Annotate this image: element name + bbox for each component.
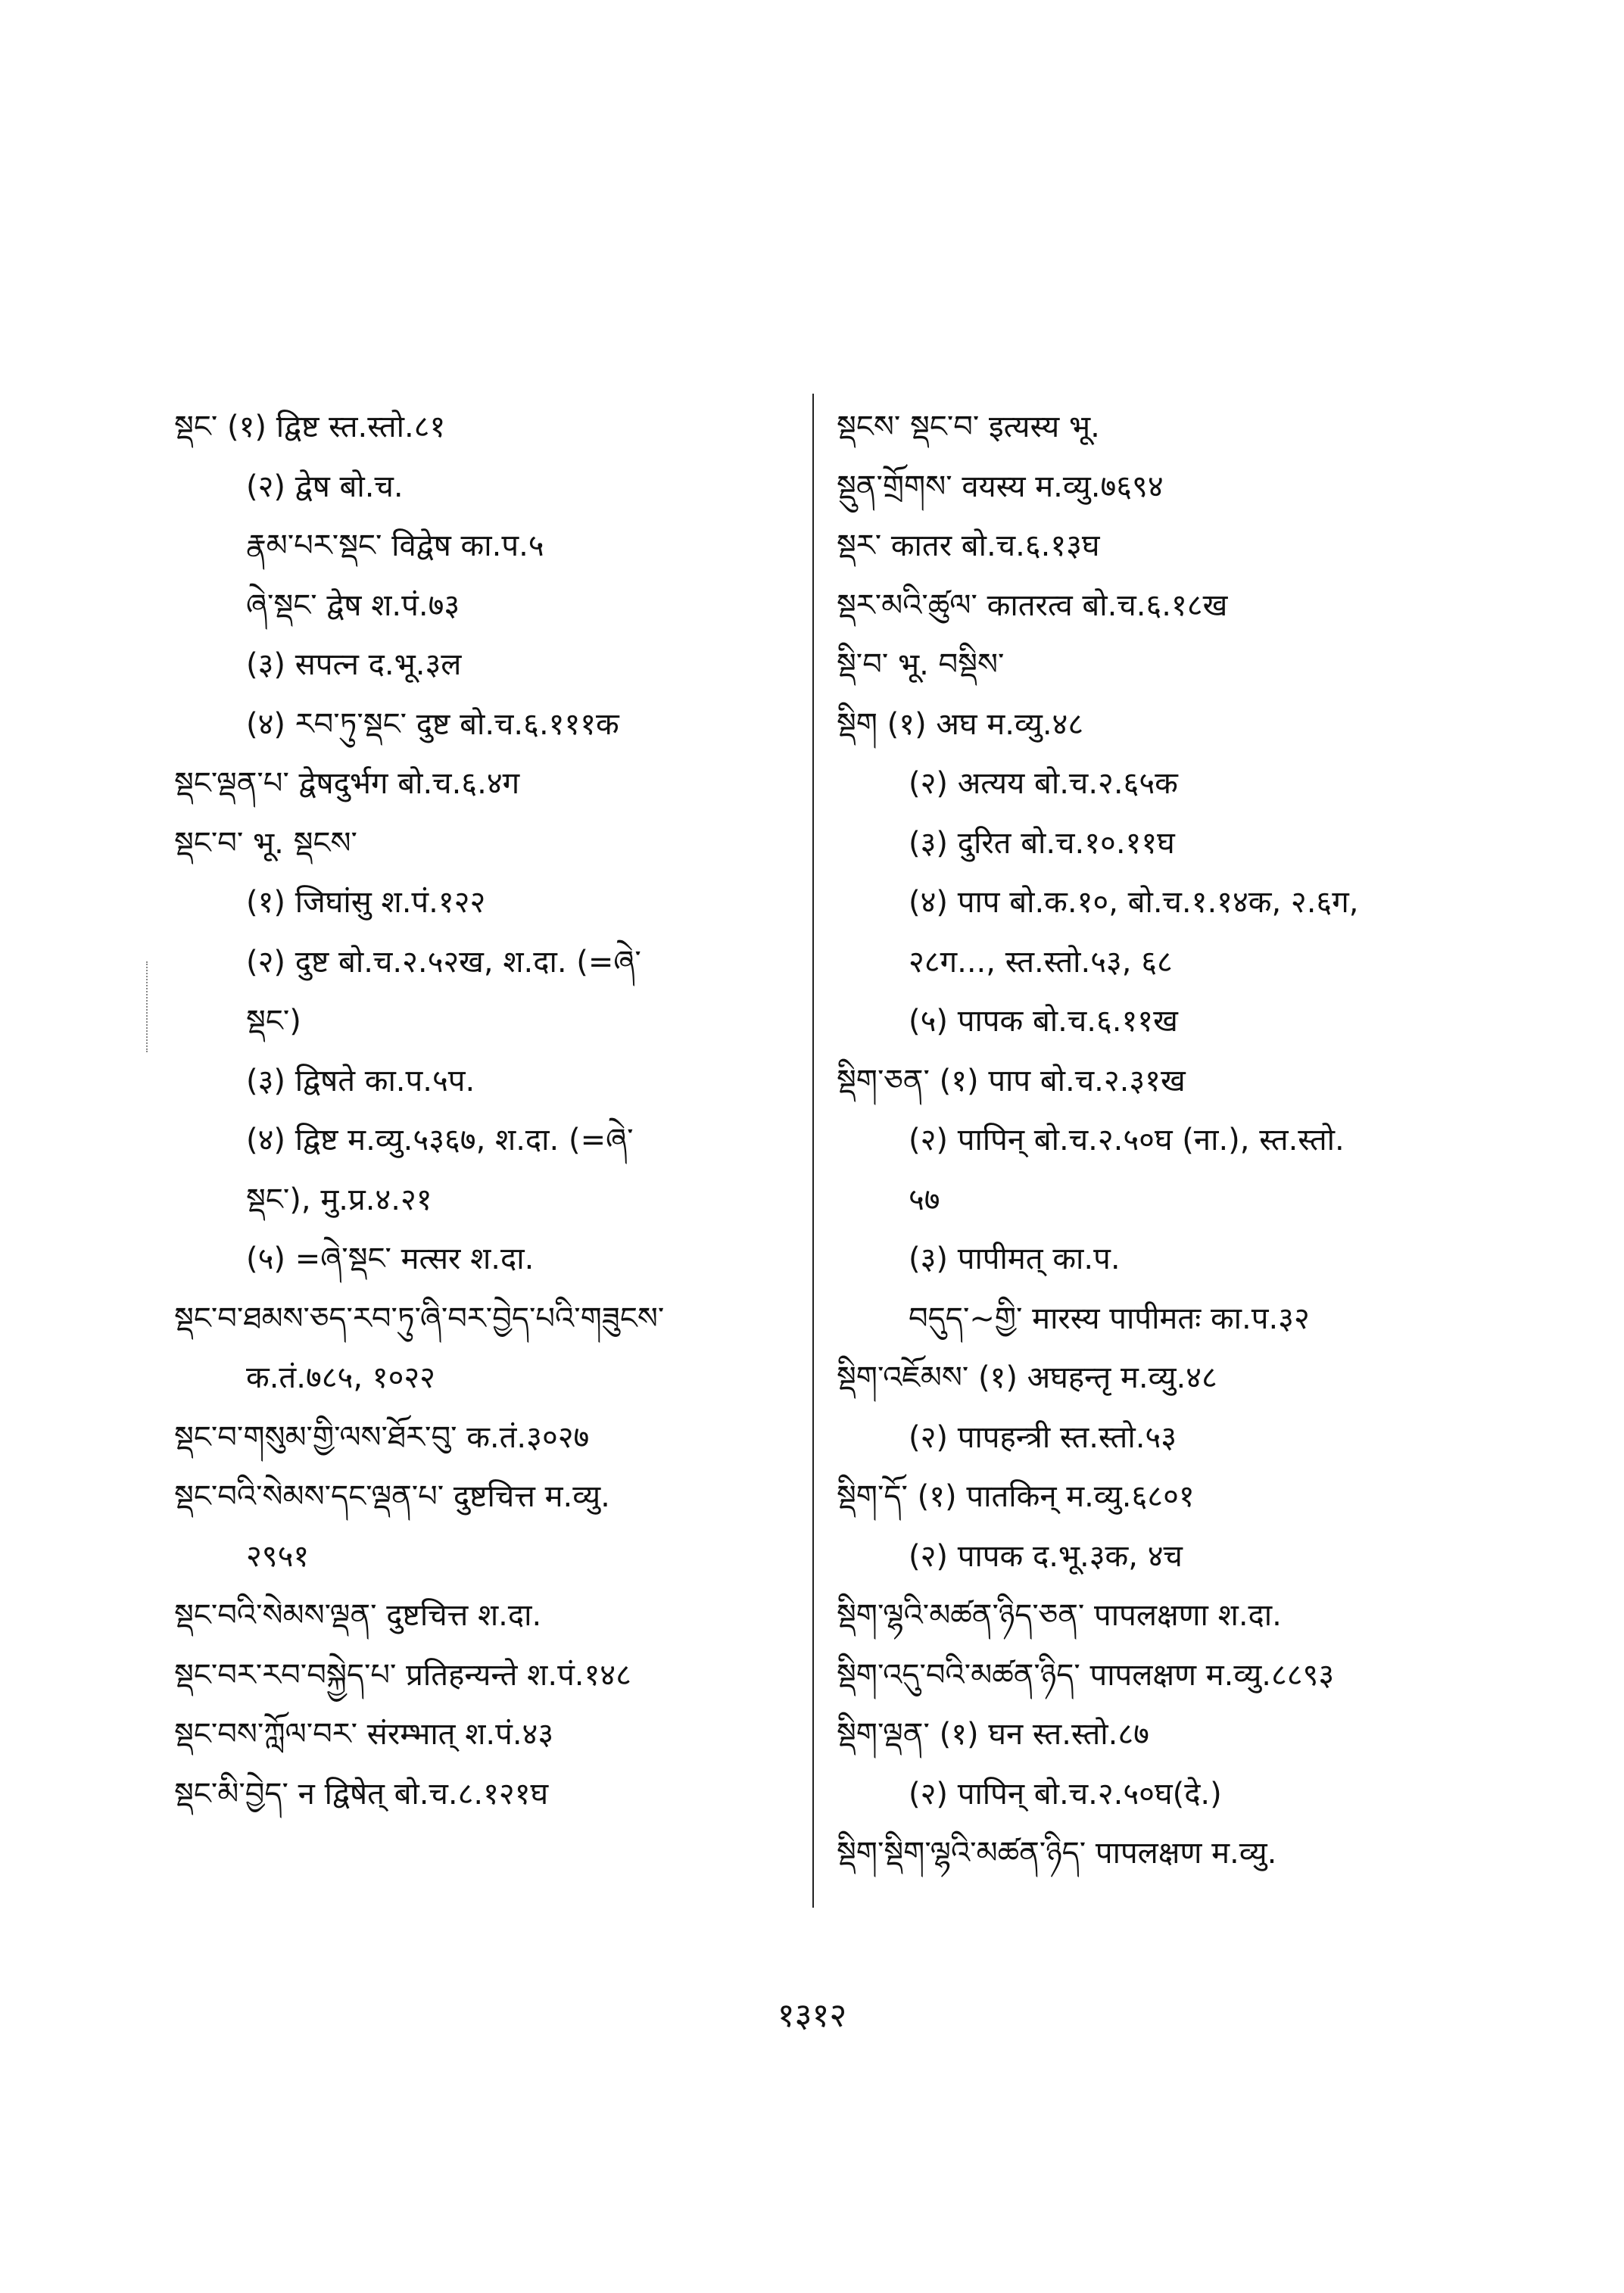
dictionary-entry: སྡིག་སྡིག་ལྷའི་མཚན་ཉིད་ पापलक्षण म.व्यु. [837,1836,1277,1871]
dictionary-entry: སྡིག་འདུ་བའི་མཚན་ཉིད་ पापलक्षण म.व्यु.८८९३ [837,1657,1335,1693]
dictionary-entry: २९५१ [246,1538,310,1574]
dictionary-entry: སྡང་མི་བྱེད་ न द्विषेत् बो.च.८.१२१घ [174,1776,549,1812]
dictionary-entry: སྡིག་འཇོམས་ (१) अघहन्तृ म.व्यु.४८ [837,1360,1217,1395]
dictionary-entry: (४) རབ་ཏུ་སྡང་ दुष्ट बो.च.६.१११क [246,706,619,742]
dictionary-entry: བདུད་~གྱི་ मारस्य पापीमतः का.प.३२ [909,1301,1310,1336]
dictionary-entry: (४) द्विष्ट म.व्यु.५३६७, श.दा. (=ཞེ་ [246,1123,634,1157]
dictionary-entry: (३) दुरित बो.च.१०.११घ [909,825,1175,861]
dictionary-entry: क.तं.७८५, १०२२ [246,1360,435,1395]
dictionary-entry: (२) पापिन् बो.च.२.५०घ(दे.) [909,1776,1222,1812]
page-number: १३१२ [777,1996,847,2035]
dictionary-entry: २८ग..., स्त.स्तो.५३, ६८ [909,944,1173,980]
dictionary-entry: སྡང་བས་ཀློལ་བར་ संरम्भात् श.पं.४३ [174,1717,554,1752]
dictionary-entry: སྡིག་ལྷའི་མཚན་ཉིད་ཅན་ पापलक्षणा श.दा. [837,1598,1282,1633]
dictionary-entry: (२) पापक द.भू.३क, ४च [909,1538,1183,1574]
dictionary-entry: (४) पाप बो.क.१०, बो.च.१.१४क, २.६ग, [909,885,1359,920]
dictionary-entry: (३) पापीमत् का.प. [909,1242,1121,1276]
dictionary-entry: (५) पापक बो.च.६.११ख [909,1004,1178,1039]
dictionary-entry: སྡངས་ སྡང་བ་ इत्यस्य भू. [837,410,1100,444]
dictionary-entry: སྡང་བ་ भू. སྡངས་ [174,825,357,861]
margin-specks [146,961,151,1052]
left-column [174,397,810,1824]
dictionary-entry: (२) दुष्ट बो.च.२.५२ख, श.दा. (=ཞེ་ [246,944,641,980]
dictionary-entry: སྡང་བར་རབ་བསྐྱེད་པ་ प्रतिहन्यन्ते श.पं.१४८ [174,1657,631,1693]
dictionary-entry: སྡང་བའི་སེམས་ལྡན་ दुष्टचित्त श.दा. [174,1598,542,1633]
dictionary-entry: (३) सपत्न द.भू.३ल [246,647,462,682]
dictionary-entry: སྡི་བ་ भू. བསྡིས་ [837,647,1005,682]
dictionary-entry: སྡང་ལྡན་པ་ द्वेषदुर्भग बो.च.६.४ग [174,766,520,801]
dictionary-entry: ५७ [909,1182,940,1217]
dictionary-entry: སྡིག་དོ་ (१) पातकिन् म.व्यु.६८०१ [837,1479,1195,1514]
dictionary-entry: (२) द्वेष बो.च. [246,469,404,504]
dictionary-entry: (२) पापिन् बो.च.२.५०घ (ना.), स्त.स्तो. [909,1123,1345,1157]
dictionary-entry: སྡུན་གྲོགས་ वयस्य म.व्यु.७६९४ [837,469,1164,504]
dictionary-entry: སྡིག་ཅན་ (१) पाप बो.च.२.३१ख [837,1063,1186,1098]
dictionary-entry: སྡང་བ་གསུམ་གྱི་ལས་ཐོར་བུ་ क.तं.३०२७ [174,1419,590,1455]
dictionary-entry: (५) =ཞེ་སྡང་ मत्सर श.दा. [246,1242,535,1276]
dictionary-entry: (३) द्विषते का.प.५प. [246,1063,475,1098]
dictionary-entry: སྡང་), मु.प्र.४.२१ [246,1182,432,1217]
dictionary-entry: རྣམ་པར་སྡང་ विद्वेष का.प.५ [246,528,544,563]
dictionary-entry: སྡར་ कातर बो.च.६.१३घ [837,528,1100,563]
dictionary-entry: སྡང་བའི་སེམས་དང་ལྡན་པ་ दुष्टचित्त म.व्यु. [174,1479,610,1514]
dictionary-entry: (१) जिघांसु श.पं.१२२ [246,885,486,920]
dictionary-entry: སྡང་ (१) द्विष्ट स्त.स्तो.८१ [174,410,446,444]
dictionary-entry: སྡར་མའི་ཚུལ་ कातरत्व बो.च.६.१८ख [837,587,1228,623]
dictionary-entry: ཞེ་སྡང་ द्वेष श.पं.७३ [246,587,460,623]
dictionary-entry: སྡང་) [246,1004,301,1039]
dictionary-entry: (२) पापहन्त्री स्त.स्तो.५३ [909,1419,1177,1455]
dictionary-entry: སྡིག་ལྡན་ (१) घन स्त.स्तो.८७ [837,1717,1149,1752]
right-column [837,397,1465,1883]
dictionary-entry: སྡིག (१) अघ म.व्यु.४८ [837,706,1084,742]
column-divider [812,394,814,1908]
dictionary-entry: (२) अत्यय बो.च.२.६५क [909,766,1178,801]
dictionary-entry: སྡང་བ་ཐམས་ཅད་རབ་ཏུ་ཞི་བར་བྱེད་པའི་གཟུངས་ [174,1301,665,1336]
